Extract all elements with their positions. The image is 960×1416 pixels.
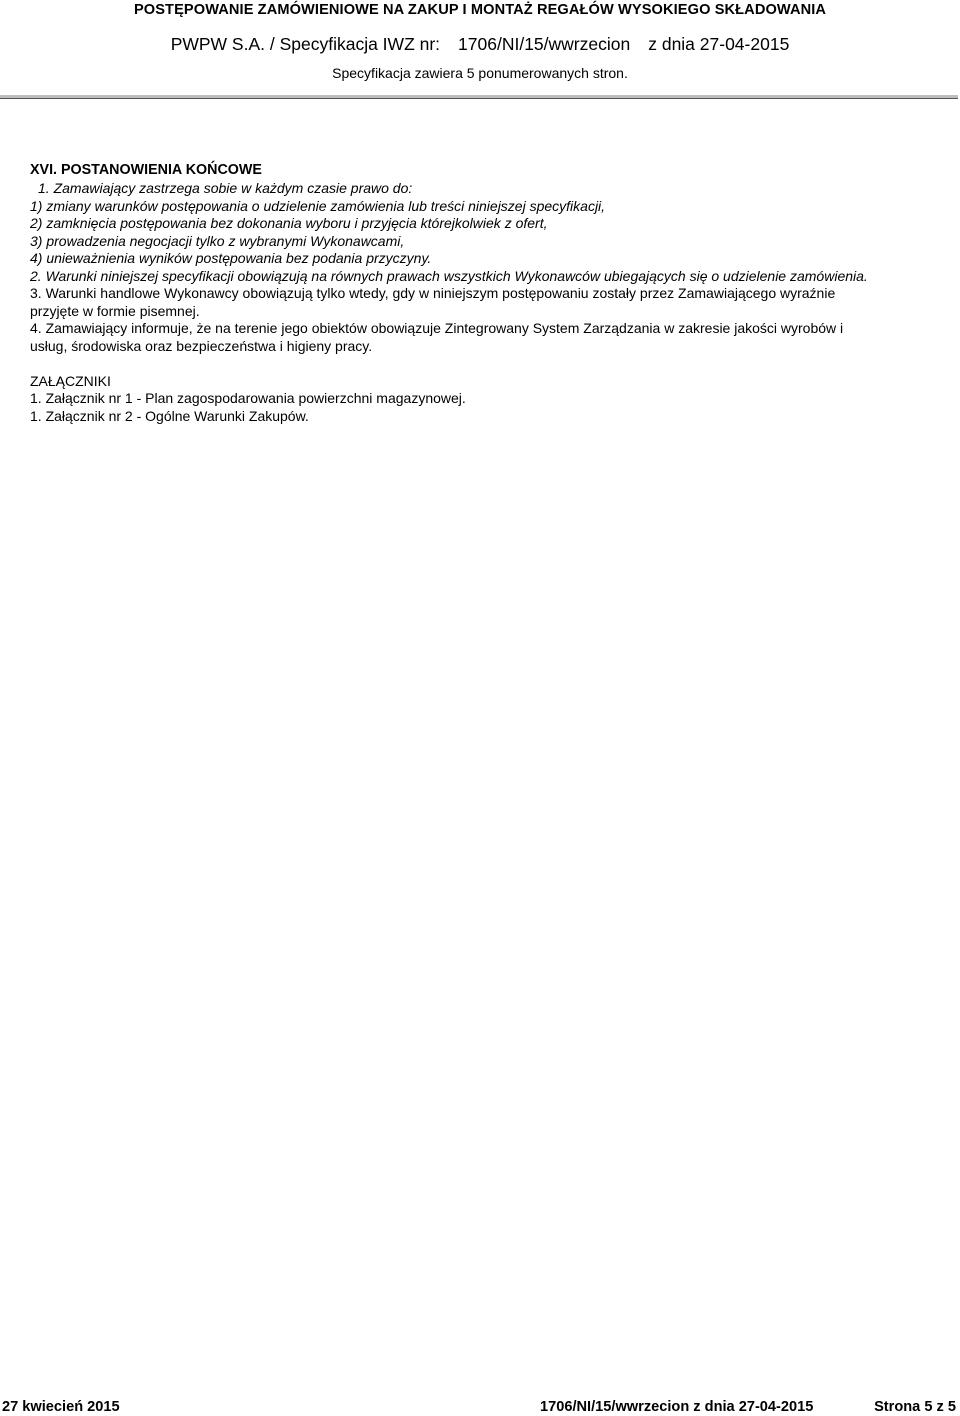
header-divider xyxy=(0,95,958,99)
footer-spec-ref: 1706/NI/15/wwrzecion z dnia 27-04-2015 xyxy=(540,1399,814,1415)
spec-number: 1706/NI/15/wwrzecion xyxy=(458,34,631,54)
section-title: XVI. POSTANOWIENIA KOŃCOWE xyxy=(30,162,262,178)
attachment-item-2: 1. Załącznik nr 2 - Ogólne Warunki Zakupów. xyxy=(30,407,309,424)
point-1-item-1: 1) zmiany warunków postępowania o udzielenie zamówienia lub treści niniejszej specyfikacji, xyxy=(30,197,606,214)
spec-date: z dnia 27-04-2015 xyxy=(648,34,790,54)
paragraph-gap xyxy=(30,355,930,373)
point-1-intro: 1. Zamawiający zastrzega sobie w każdym czasie prawo do: xyxy=(38,180,413,196)
specification-line xyxy=(0,34,960,55)
pages-note: Specyfikacja zawiera 5 ponumerowanych stron. xyxy=(332,65,628,81)
footer-date: 27 kwiecień 2015 xyxy=(2,1399,120,1415)
point-3-line-1: 3. Warunki handlowe Wykonawcy obowiązują tylko wtedy, gdy w niniejszym postępowaniu zostały przez Zamawiającego wyraźnie xyxy=(30,285,836,301)
attachment-item-1: 1. Załącznik nr 1 - Plan zagospodarowania powierzchni magazynowej. xyxy=(30,390,466,406)
page-footer xyxy=(0,1398,958,1416)
document-body xyxy=(30,160,930,425)
attachments-title: ZAŁĄCZNIKI xyxy=(30,372,111,389)
point-1-item-3: 3) prowadzenia negocjacji tylko z wybranymi Wykonawcami, xyxy=(30,232,405,249)
point-4-line-2: usług, środowiska oraz bezpieczeństwa i higieny pracy. xyxy=(30,337,373,354)
footer-page-number: Strona 5 z 5 xyxy=(874,1399,956,1415)
point-1-item-2: 2) zamknięcia postępowania bez dokonania wyboru i przyjęcia którejkolwiek z ofert, xyxy=(30,215,548,231)
point-2: 2. Warunki niniejszej specyfikacji obowiązują na równych prawach wszystkich Wykonawców ubiegających się o udzielenie zamówienia. xyxy=(30,267,868,284)
point-1-item-4: 4) unieważnienia wyników postępowania bez podania przyczyny. xyxy=(30,250,432,266)
point-3-line-2: przyjęte w formie pisemnej. xyxy=(30,302,200,319)
document-title: POSTĘPOWANIE ZAMÓWIENIOWE NA ZAKUP I MONTAŻ REGAŁÓW WYSOKIEGO SKŁADOWANIA xyxy=(133,2,827,18)
spec-prefix: PWPW S.A. / Specyfikacja IWZ nr: xyxy=(170,34,441,54)
point-4-line-1: 4. Zamawiający informuje, że na terenie jego obiektów obowiązuje Zintegrowany System Zarządzania w zakresie jakości wyrobów i xyxy=(30,320,844,336)
